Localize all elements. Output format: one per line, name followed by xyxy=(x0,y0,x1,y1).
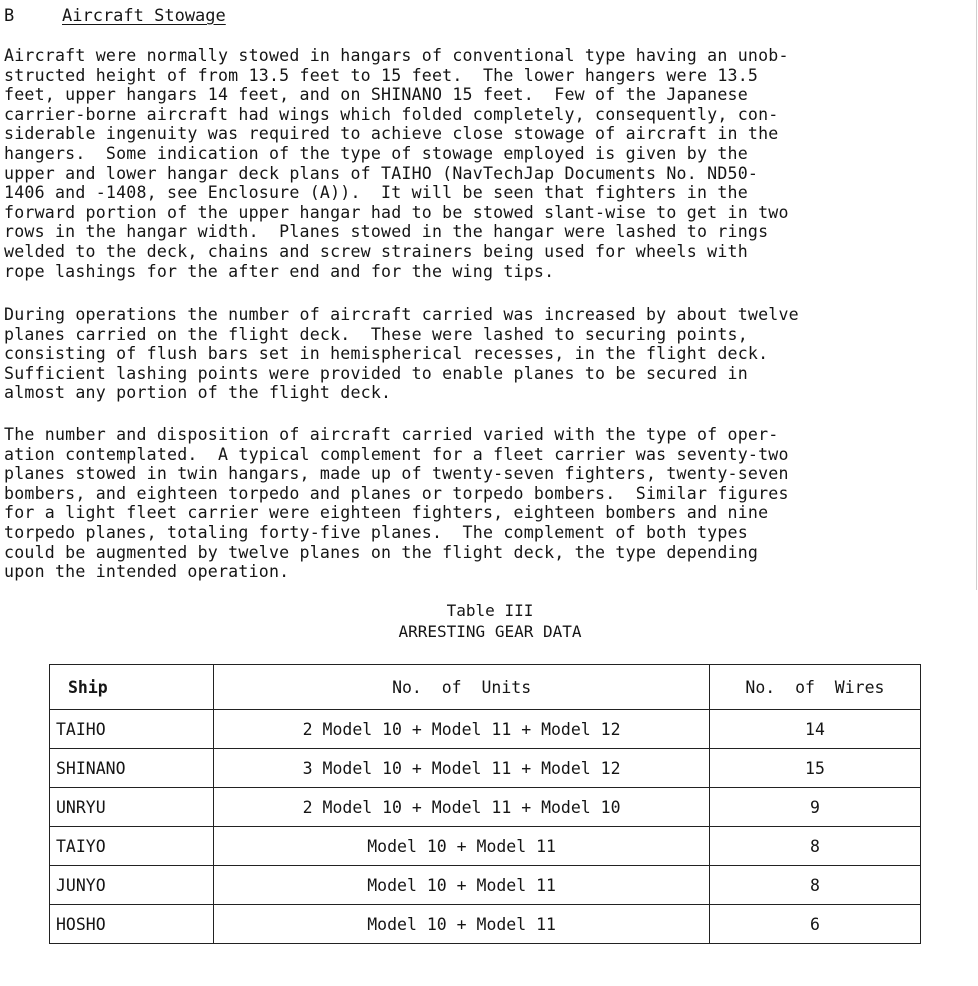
text-line: upper and lower hangar deck plans of TAIHO (NavTechJap Documents No. ND50- xyxy=(4,163,759,183)
paragraph-hangar-stowage xyxy=(4,46,976,281)
text-line: structed height of from 13.5 feet to 15 feet. The lower hangers were 13.5 xyxy=(4,65,759,85)
table-title: ARRESTING GEAR DATA xyxy=(398,622,582,641)
data-table xyxy=(49,664,921,944)
text-line: for a light fleet carrier were eighteen fighters, eighteen bombers and nine xyxy=(4,503,769,523)
table-header-row xyxy=(50,665,921,710)
cell-ship: SHINANO xyxy=(50,749,214,788)
text-line: carrier-borne aircraft had wings which folded completely, consequently, con- xyxy=(4,104,779,124)
text-line: could be augmented by twelve planes on the flight deck, the type depending xyxy=(4,542,759,562)
header-units: No. of Units xyxy=(214,665,710,710)
page-edge-divider xyxy=(976,0,977,590)
cell-units: 2 Model 10 + Model 11 + Model 10 xyxy=(214,788,710,827)
table-row xyxy=(50,710,921,749)
text-line: consisting of flush bars set in hemispherical recesses, in the flight deck. xyxy=(4,344,769,364)
cell-units: Model 10 + Model 11 xyxy=(214,905,710,944)
cell-wires: 8 xyxy=(709,827,920,866)
table-row xyxy=(50,788,921,827)
text-line: The number and disposition of aircraft carried varied with the type of oper- xyxy=(4,425,779,444)
cell-ship: JUNYO xyxy=(50,866,214,905)
cell-ship: TAIHO xyxy=(50,710,214,749)
cell-wires: 15 xyxy=(709,749,920,788)
text-line: Sufficient lashing points were provided to enable planes to be secured in xyxy=(4,363,748,383)
cell-ship: TAIYO xyxy=(50,827,214,866)
text-line: feet, upper hangars 14 feet, and on SHINANO 15 feet. Few of the Japanese xyxy=(4,85,748,105)
text-line: hangers. Some indication of the type of stowage employed is given by the xyxy=(4,143,748,163)
section-heading xyxy=(4,6,226,26)
table-number: Table III xyxy=(446,601,534,620)
arresting-gear-table xyxy=(49,664,921,944)
section-title: Aircraft Stowage xyxy=(62,6,226,26)
text-line: bombers, and eighteen torpedo and planes or torpedo bombers. Similar figures xyxy=(4,483,789,503)
text-line: planes stowed in twin hangars, made up of twenty-seven fighters, twenty-seven xyxy=(4,464,789,484)
cell-units: 3 Model 10 + Model 11 + Model 12 xyxy=(214,749,710,788)
header-wires: No. of Wires xyxy=(709,665,920,710)
table-row xyxy=(50,866,921,905)
text-line: ation contemplated. A typical complement for a fleet carrier was seventy-two xyxy=(4,444,789,464)
table-row xyxy=(50,905,921,944)
cell-wires: 14 xyxy=(709,710,920,749)
paragraph-flight-deck xyxy=(4,305,976,403)
text-line: siderable ingenuity was required to achieve close stowage of aircraft in the xyxy=(4,124,779,144)
text-line: During operations the number of aircraft carried was increased by about twelve xyxy=(4,305,799,324)
table-row xyxy=(50,749,921,788)
text-line: welded to the deck, chains and screw strainers being used for wheels with xyxy=(4,241,748,261)
cell-wires: 9 xyxy=(709,788,920,827)
text-line: rows in the hangar width. Planes stowed in the hangar were lashed to rings xyxy=(4,222,769,242)
cell-wires: 8 xyxy=(709,866,920,905)
text-line: planes carried on the flight deck. These were lashed to securing points, xyxy=(4,324,748,344)
section-letter: B xyxy=(4,6,15,26)
cell-wires: 6 xyxy=(709,905,920,944)
text-line: Aircraft were normally stowed in hangars of conventional type having an unob- xyxy=(4,46,789,65)
text-line: rope lashings for the after end and for the wing tips. xyxy=(4,261,555,281)
header-ship: Ship xyxy=(50,665,214,710)
text-line: 1406 and -1408, see Enclosure (A)). It will be seen that fighters in the xyxy=(4,183,748,203)
text-line: upon the intended operation. xyxy=(4,562,290,582)
text-line: forward portion of the upper hangar had to be stowed slant-wise to get in two xyxy=(4,202,789,222)
cell-units: 2 Model 10 + Model 11 + Model 12 xyxy=(214,710,710,749)
cell-units: Model 10 + Model 11 xyxy=(214,866,710,905)
text-line: torpedo planes, totaling forty-five planes. The complement of both types xyxy=(4,522,748,542)
cell-ship: UNRYU xyxy=(50,788,214,827)
cell-units: Model 10 + Model 11 xyxy=(214,827,710,866)
paragraph-complement xyxy=(4,425,976,582)
table-row xyxy=(50,827,921,866)
cell-ship: HOSHO xyxy=(50,905,214,944)
text-line: almost any portion of the flight deck. xyxy=(4,383,392,403)
